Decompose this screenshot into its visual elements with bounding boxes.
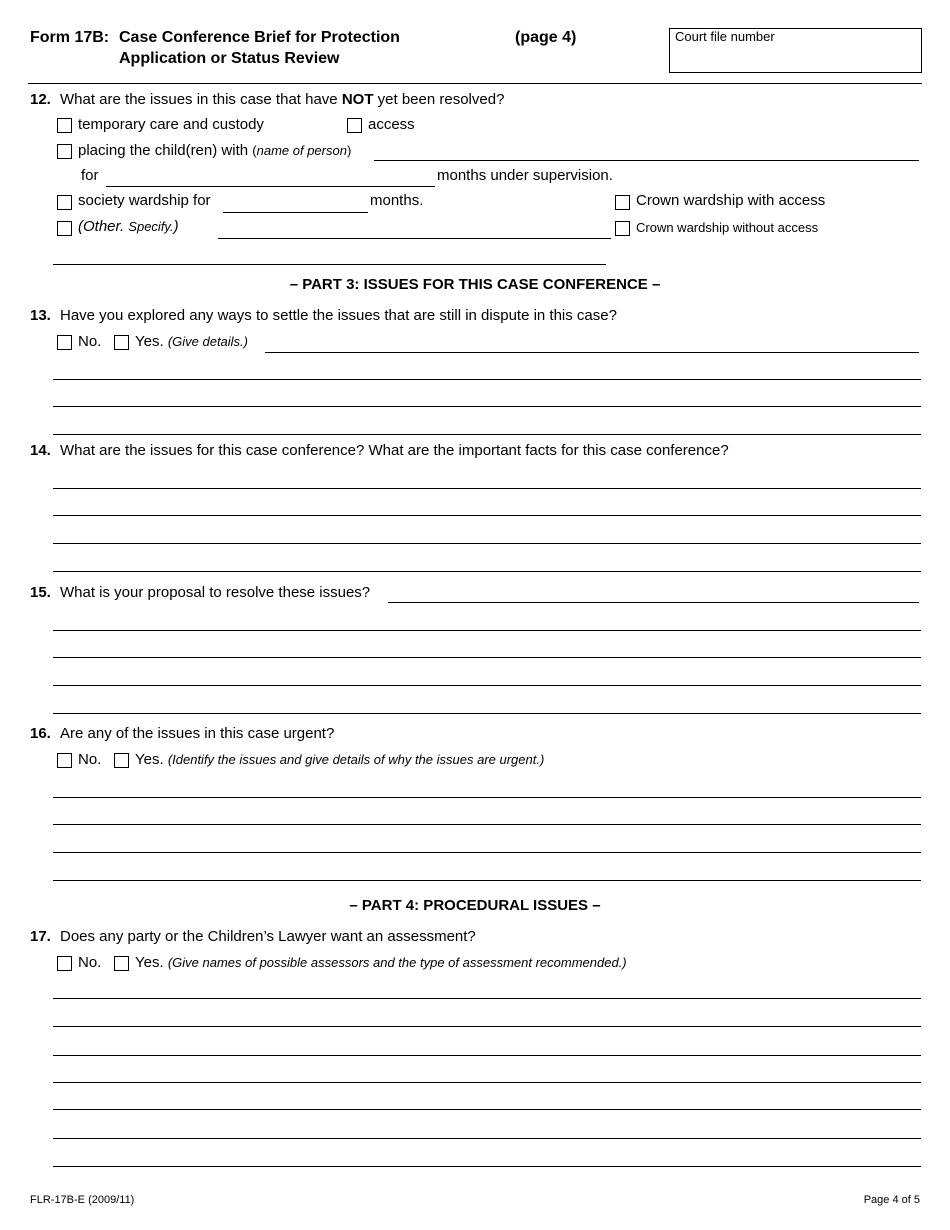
- q14-answer-line[interactable]: [53, 543, 921, 544]
- society-months-label: months.: [370, 192, 424, 209]
- q15-number: 15.: [30, 584, 51, 601]
- other-issue-field[interactable]: [218, 238, 611, 239]
- access-label: access: [368, 116, 415, 133]
- q13-answer-line[interactable]: [53, 379, 921, 380]
- form-label: Form 17B:: [30, 29, 110, 46]
- q16-no-checkbox[interactable]: [57, 753, 72, 768]
- crown-wardship-no-access-checkbox[interactable]: [615, 221, 630, 236]
- q17-yes-checkbox[interactable]: [114, 956, 129, 971]
- q17-no-label: No.: [78, 954, 102, 971]
- q15-answer-line[interactable]: [53, 685, 921, 686]
- q15-answer-line[interactable]: [388, 602, 919, 603]
- q14-number: 14.: [30, 442, 51, 459]
- q16-answer-line[interactable]: [53, 880, 921, 881]
- temp-care-label: temporary care and custody: [78, 116, 264, 133]
- q12-number: 12.: [30, 91, 51, 108]
- q17-answer-line[interactable]: [53, 1166, 921, 1167]
- q12-question: What are the issues in this case that have NOT yet been resolved?: [60, 91, 505, 108]
- form-title-line1: Case Conference Brief for Protection: [119, 29, 400, 46]
- q13-yes-checkbox[interactable]: [114, 335, 129, 350]
- q16-answer-line[interactable]: [53, 852, 921, 853]
- q17-answer-line[interactable]: [53, 1109, 921, 1110]
- for-label: for: [81, 167, 99, 184]
- q16-yes-label: Yes. (Identify the issues and give details of why the issues are urgent.): [135, 751, 545, 768]
- court-file-number-box[interactable]: [669, 28, 922, 73]
- q17-answer-line[interactable]: [53, 1082, 921, 1083]
- other-issue-field-line2[interactable]: [53, 264, 606, 265]
- part4-heading: – PART 4: PROCEDURAL ISSUES –: [349, 897, 601, 914]
- header-divider: [28, 83, 922, 84]
- q13-answer-line[interactable]: [53, 434, 921, 435]
- q13-answer-line[interactable]: [53, 406, 921, 407]
- page-info: Page 4 of 5: [863, 1194, 920, 1206]
- q16-yes-checkbox[interactable]: [114, 753, 129, 768]
- form-code: FLR-17B-E (2009/11): [30, 1194, 135, 1206]
- temp-care-checkbox[interactable]: [57, 118, 72, 133]
- q15-answer-line[interactable]: [53, 657, 921, 658]
- q15-question: What is your proposal to resolve these issues?: [60, 584, 371, 601]
- q16-no-label: No.: [78, 751, 102, 768]
- q17-answer-line[interactable]: [53, 1138, 921, 1139]
- q16-question: Are any of the issues in this case urgent?: [60, 725, 335, 742]
- q17-yes-label: Yes. (Give names of possible assessors and the type of assessment recommended.): [135, 954, 627, 971]
- court-file-number-label: Court file number: [675, 29, 775, 44]
- society-wardship-label: society wardship for: [78, 192, 211, 209]
- form-title-line2: Application or Status Review: [119, 50, 340, 67]
- q13-answer-line[interactable]: [265, 352, 919, 353]
- society-wardship-checkbox[interactable]: [57, 195, 72, 210]
- crown-wardship-access-label: Crown wardship with access: [636, 192, 826, 209]
- access-checkbox[interactable]: [347, 118, 362, 133]
- q13-question: Have you explored any ways to settle the issues that are still in dispute in this case?: [60, 307, 617, 324]
- q14-answer-line[interactable]: [53, 571, 921, 572]
- q17-no-checkbox[interactable]: [57, 956, 72, 971]
- society-wardship-months-field[interactable]: [223, 212, 368, 213]
- q13-no-label: No.: [78, 333, 102, 350]
- supervision-months-field[interactable]: [106, 186, 435, 187]
- part3-heading: – PART 3: ISSUES FOR THIS CASE CONFERENCE –: [289, 276, 661, 293]
- q16-number: 16.: [30, 725, 51, 742]
- q16-answer-line[interactable]: [53, 797, 921, 798]
- page-label: (page 4): [515, 29, 577, 46]
- q17-question: Does any party or the Children’s Lawyer want an assessment?: [60, 928, 476, 945]
- crown-wardship-no-access-label: Crown wardship without access: [636, 220, 819, 235]
- q17-number: 17.: [30, 928, 51, 945]
- q14-answer-line[interactable]: [53, 488, 921, 489]
- q15-answer-line[interactable]: [53, 713, 921, 714]
- placing-checkbox[interactable]: [57, 144, 72, 159]
- q16-answer-line[interactable]: [53, 824, 921, 825]
- other-issue-checkbox[interactable]: [57, 221, 72, 236]
- q14-question: What are the issues for this case conference? What are the important facts for this case conference?: [60, 442, 729, 459]
- crown-wardship-access-checkbox[interactable]: [615, 195, 630, 210]
- q17-answer-line[interactable]: [53, 1055, 921, 1056]
- placing-person-field[interactable]: [374, 160, 919, 161]
- q17-answer-line[interactable]: [53, 1026, 921, 1027]
- other-issue-label: (Other. Specify.): [78, 218, 179, 235]
- q15-answer-line[interactable]: [53, 630, 921, 631]
- q17-answer-line[interactable]: [53, 998, 921, 999]
- q13-no-checkbox[interactable]: [57, 335, 72, 350]
- months-supervision-label: months under supervision.: [437, 167, 613, 184]
- q13-yes-label: Yes. (Give details.): [135, 333, 249, 350]
- q14-answer-line[interactable]: [53, 515, 921, 516]
- placing-label: placing the child(ren) with (name of person): [78, 142, 352, 159]
- q13-number: 13.: [30, 307, 51, 324]
